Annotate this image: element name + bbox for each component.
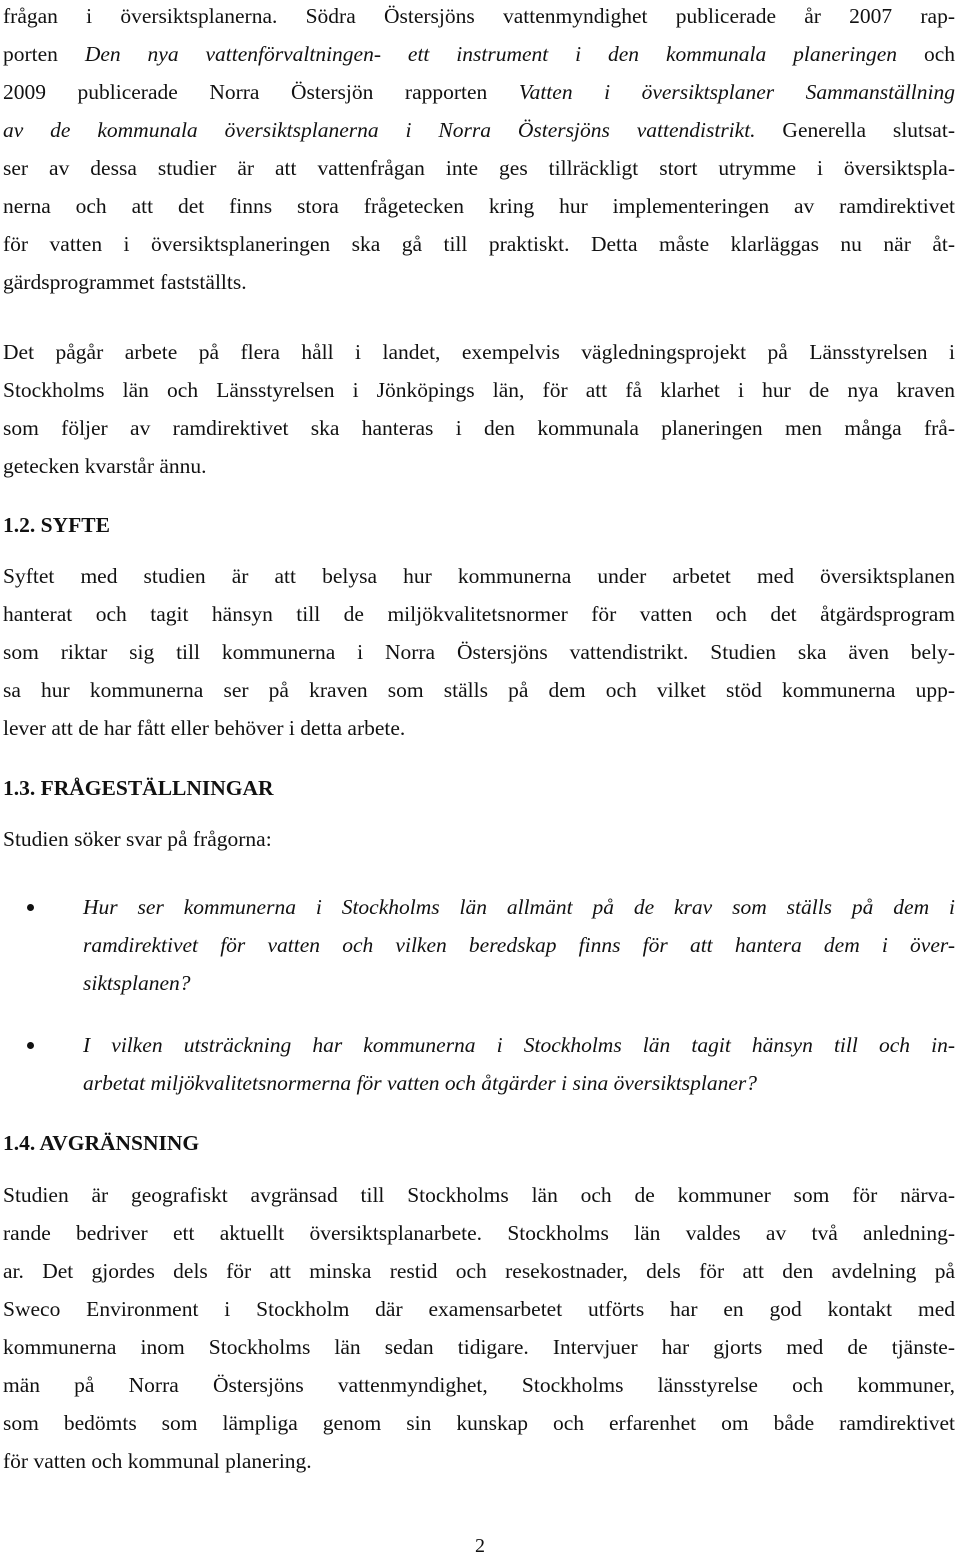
heading-avgransning: 1.4. AVGRÄNSNING xyxy=(3,1131,200,1155)
paragraph-2-line-4: getecken kvarstår ännu. xyxy=(3,454,207,478)
question-1-line-3: siktsplanen? xyxy=(83,971,191,995)
question-1-line-2: ramdirektivet för vatten och vilken beredskap finns för att hantera dem i över- xyxy=(83,933,955,957)
paragraph-1-line-8: gärdsprogrammet fastställts. xyxy=(3,270,247,294)
heading-fragestallningar: 1.3. FRÅGESTÄLLNINGAR xyxy=(3,776,274,800)
paragraph-2-line-1: Det pågår arbete på flera håll i landet, exempelvis vägledningsprojekt på Länsstyrelsen i xyxy=(3,340,955,364)
paragraph-1-line-7: för vatten i översiktsplaneringen ska gå till praktiskt. Detta måste klarläggas nu när åt- xyxy=(3,232,955,256)
paragraph-4-line-3: ar. Det gjordes dels för att minska restid och resekostnader, dels för att den avdelning på xyxy=(3,1259,955,1283)
bullet-icon xyxy=(27,1042,34,1049)
paragraph-1-line-2: porten Den nya vattenförvaltningen- ett instrument i den kommunala planeringen och xyxy=(3,42,955,66)
paragraph-3-line-5: lever att de har fått eller behöver i detta arbete. xyxy=(3,716,406,740)
paragraph-2-line-2: Stockholms län och Länsstyrelsen i Jönköpings län, för att få klarhet i hur de nya kraven xyxy=(3,378,955,402)
paragraph-4-line-8: för vatten och kommunal planering. xyxy=(3,1449,312,1473)
paragraph-4-line-5: kommunerna inom Stockholms län sedan tidigare. Intervjuer har gjorts med de tjänste- xyxy=(3,1335,955,1359)
paragraph-4-line-1: Studien är geografiskt avgränsad till Stockholms län och de kommuner som för närva- xyxy=(3,1183,955,1207)
paragraph-3-line-4: sa hur kommunerna ser på kraven som ställs på dem och vilket stöd kommunerna upp- xyxy=(3,678,955,702)
paragraph-3-line-1: Syftet med studien är att belysa hur kommunerna under arbetet med översiktsplanen xyxy=(3,564,955,588)
questions-intro: Studien söker svar på frågorna: xyxy=(3,827,272,851)
paragraph-4-line-2: rande bedriver ett aktuellt översiktsplanarbete. Stockholms län valdes av två anledning- xyxy=(3,1221,955,1245)
question-2-line-1: I vilken utsträckning har kommunerna i Stockholms län tagit hänsyn till och in- xyxy=(83,1033,955,1057)
paragraph-1-line-5: ser av dessa studier är att vattenfrågan inte ges tillräckligt stort utrymme i översiktspla- xyxy=(3,156,955,180)
paragraph-3-line-3: som riktar sig till kommunerna i Norra Östersjöns vattendistrikt. Studien ska även bely- xyxy=(3,640,955,664)
paragraph-1-line-6: nerna och att det finns stora frågetecken kring hur implementeringen av ramdirektivet xyxy=(3,194,955,218)
paragraph-4-line-7: som bedömts som lämpliga genom sin kunskap och erfarenhet om både ramdirektivet xyxy=(3,1411,955,1435)
paragraph-1-line-1: frågan i översiktsplanerna. Södra Östersjöns vattenmyndighet publicerade år 2007 rap- xyxy=(3,4,955,28)
paragraph-2-line-3: som följer av ramdirektivet ska hanteras i den kommunala planeringen men många frå- xyxy=(3,416,955,440)
paragraph-4-line-4: Sweco Environment i Stockholm där examensarbetet utförts har en god kontakt med xyxy=(3,1297,955,1321)
heading-syfte: 1.2. SYFTE xyxy=(3,513,110,537)
page-number: 2 xyxy=(475,1535,485,1557)
question-2-line-2: arbetat miljökvalitetsnormerna för vatten och åtgärder i sina översiktsplaner? xyxy=(83,1071,757,1095)
paragraph-1-line-3: 2009 publicerade Norra Östersjön rapporten Vatten i översiktsplaner Sammanställning xyxy=(3,80,955,104)
bullet-icon xyxy=(27,904,34,911)
paragraph-3-line-2: hanterat och tagit hänsyn till de miljökvalitetsnormer för vatten och det åtgärdsprogram xyxy=(3,602,955,626)
paragraph-4-line-6: män på Norra Östersjöns vattenmyndighet, Stockholms länsstyrelse och kommuner, xyxy=(3,1373,955,1397)
paragraph-1-line-4: av de kommunala översiktsplanerna i Norra Östersjöns vattendistrikt. Generella slutsat- xyxy=(3,118,955,142)
question-1-line-1: Hur ser kommunerna i Stockholms län allmänt på de krav som ställs på dem i xyxy=(83,895,955,919)
